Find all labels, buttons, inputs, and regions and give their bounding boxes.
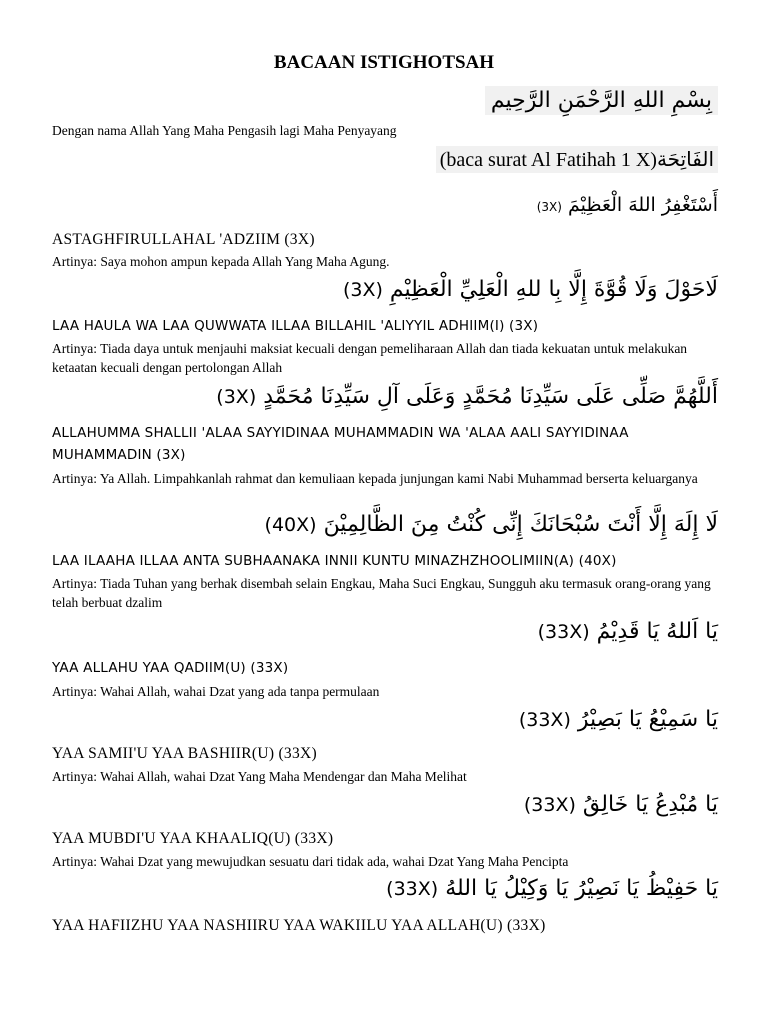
meaning-text: Artinya: Wahai Allah, wahai Dzat Yang Maha Mendengar dan Maha Melihat <box>52 769 467 784</box>
arabic-text: يَا مُبْدِعُ يَا خَالِقُ <box>582 792 718 817</box>
count-label: (3X) <box>216 386 257 408</box>
count-label: (33X) <box>386 878 439 900</box>
arabic-line-ya-qadiim <box>538 619 718 644</box>
latin-transliteration-line2: MUHAMMADIN (3X) <box>52 447 186 463</box>
count-label: (40X) <box>264 514 317 536</box>
count-label: (33X) <box>518 709 571 731</box>
arabic-line-astaghfirullah <box>537 194 718 216</box>
arabic-line-hawqala <box>343 277 718 302</box>
page-title: BACAAN ISTIGHOTSAH <box>273 52 495 73</box>
meaning-text: Artinya: Ya Allah. Limpahkanlah rahmat dan kemuliaan kepada junjungan kami Nabi Muhammad berserta keluarganya <box>52 471 698 486</box>
count-label: (3X) <box>536 200 562 214</box>
arabic-line-ya-mubdi <box>524 792 718 817</box>
latin-transliteration: ASTAGHFIRULLAHAL 'ADZIIM (3X) <box>52 231 315 248</box>
arabic-text: أَللَّهُمَّ صَلِّى عَلَى سَيِّدِنَا مُحَمَّدٍ وَعَلَى آلِ سَيِّدِنَا مُحَمَّدٍ <box>263 384 718 409</box>
latin-transliteration-line1: ALLAHUMMA SHALLII 'ALAA SAYYIDINAA MUHAMMADIN WA 'ALAA AALI SAYYIDINAA <box>52 425 629 441</box>
arabic-line-shalawat <box>216 384 718 409</box>
latin-transliteration: YAA ALLAHU YAA QADIIM(U) (33X) <box>52 660 289 676</box>
latin-transliteration: LAA HAULA WA LAA QUWWATA ILLAA BILLAHIL 'ALIYYIL ADHIIM(I) (3X) <box>52 318 539 334</box>
arabic-text: يَا اَللهُ يَا قَدِيْمُ <box>596 619 718 644</box>
meaning-text: Artinya: Tiada daya untuk menjauhi maksiat kecuali dengan pemeliharaan Allah dan tiada kekuatan untuk melakukan ketaatan kecuali dengan pertolongan Allah <box>52 341 688 375</box>
latin-transliteration: YAA HAFIIZHU YAA NASHIIRU YAA WAKIILU YAA ALLAH(U) (33X) <box>52 917 546 934</box>
arabic-text: يَا حَفِيْظُ يَا نَصِيْرُ يَا وَكِيْلُ يَا اللهُ <box>445 876 718 901</box>
count-label: (3X) <box>342 279 383 301</box>
latin-transliteration: LAA ILAAHA ILLAA ANTA SUBHAANAKA INNII KUNTU MINAZHZHOOLIMIIN(A) (40X) <box>52 553 617 569</box>
fatihah-arabic: الفَاتِحَة <box>656 147 714 171</box>
meaning-text: Artinya: Tiada Tuhan yang berhak disembah selain Engkau, Maha Suci Engkau, Sungguh aku termasuk orang-orang yang telah berbuat dzalim <box>52 576 711 610</box>
meaning-text: Artinya: Saya mohon ampun kepada Allah Yang Maha Agung. <box>52 254 390 269</box>
meaning-text: Artinya: Wahai Allah, wahai Dzat yang ada tanpa permulaan <box>52 684 380 699</box>
arabic-line-tahlil-yunus <box>265 512 718 537</box>
arabic-text: لَاحَوْلَ وَلَا قُوَّةَ إِلَّا بِا للهِ الْعَلِيِّ الْعَظِيْمِ <box>389 277 718 302</box>
arabic-text: أَسْتَغْفِرُ اللهَ الْعَظِيْمَ <box>567 194 718 216</box>
basmalah-arabic: بِسْمِ اللهِ الرَّحْمَنِ الرَّحِيم <box>485 86 718 115</box>
fatihah-instruction <box>436 146 718 173</box>
fatihah-text: (baca surat Al Fatihah 1 X) <box>439 149 657 171</box>
count-label: (33X) <box>523 794 576 816</box>
basmalah-meaning: Dengan nama Allah Yang Maha Pengasih lagi Maha Penyayang <box>52 123 397 138</box>
arabic-line-ya-samii <box>519 707 718 732</box>
latin-transliteration: YAA SAMII'U YAA BASHIIR(U) (33X) <box>52 745 317 762</box>
meaning-text: Artinya: Wahai Dzat yang mewujudkan sesuatu dari tidak ada, wahai Dzat Yang Maha Pencipta <box>52 854 569 869</box>
arabic-line-ya-hafiizh <box>386 876 718 901</box>
arabic-text: يَا سَمِيْعُ يَا بَصِيْرُ <box>577 707 718 732</box>
arabic-text: لَا إِلَهَ إِلَّا أَنْتَ سُبْحَانَكَ إِنِّى كُنْتُ مِنَ الظَّالِمِيْنَ <box>323 512 718 537</box>
count-label: (33X) <box>537 621 590 643</box>
latin-transliteration: YAA MUBDI'U YAA KHAALIQ(U) (33X) <box>52 830 334 847</box>
